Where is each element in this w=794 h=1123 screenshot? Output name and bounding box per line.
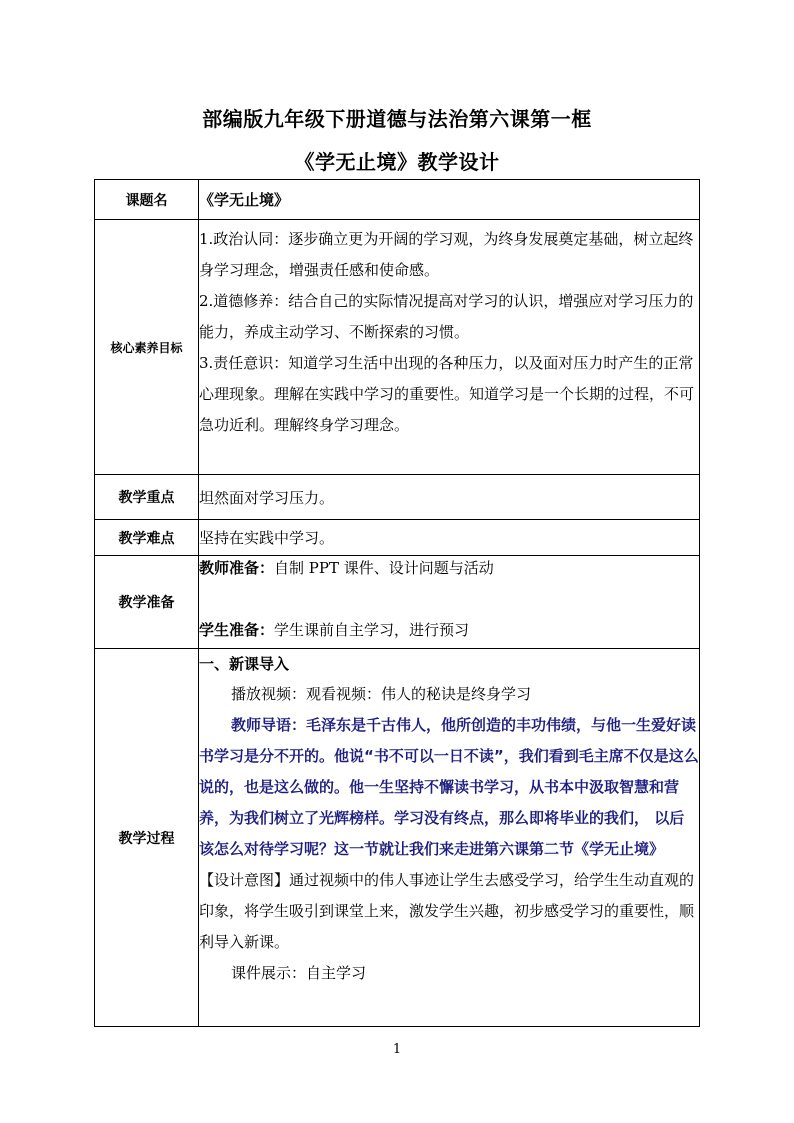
- key-point-label: 教学重点: [95, 475, 199, 520]
- section-heading: 一、新课导入: [199, 655, 290, 673]
- teacher-prep: [199, 553, 699, 584]
- topic-label: 课题名: [95, 180, 199, 220]
- preparation-content: [199, 556, 700, 649]
- table-row-process: [95, 649, 700, 1027]
- teacher-prep-label: 教师准备：: [199, 559, 275, 577]
- process-content: [199, 649, 700, 1027]
- topic-value: 《学无止境》: [199, 180, 700, 220]
- document-title: 部编版九年级下册道德与法治第六课第一框: [202, 107, 592, 131]
- table-row-topic: [95, 180, 700, 220]
- teacher-prep-value: 自制 PPT 课件、设计问题与活动: [274, 559, 494, 577]
- lesson-plan-table: [94, 179, 700, 1027]
- page-number: 1: [392, 1042, 402, 1057]
- difficulty-label: 教学难点: [95, 520, 199, 556]
- design-intent: 【设计意图】通过视频中的伟人事迹让学生去感受学习，给学生生动直观的印象，将学生吸引到课堂上来，激发学生兴趣，初步感受学习的重要性，顺利导入新课。: [199, 871, 695, 951]
- courseware-line: 课件展示：自主学习: [231, 964, 367, 982]
- teacher-intro: 教师导语：毛泽东是千古伟人，他所创造的丰功伟绩，与他一生爱好读书学习是分不开的。他说“书不可以一日不读”，我们看到毛主席不仅是这么说的，也是这么做的。他一生坚持不懈读书学习，从书本中汲取智慧和营养，为我们树立了光辉榜样。学习没有终点，那么即将毕业的我们， 以后该怎么对待学习呢？这一节就让我们来走进第六课第二节《学无止境》: [199, 716, 699, 858]
- process-label: 教学过程: [95, 649, 199, 1027]
- key-point-value: 坦然面对学习压力。: [199, 475, 700, 520]
- goal-item-1: 1.政治认同：逐步确立更为开阔的学习观，为终身发展奠定基础，树立起终身学习理念，增强责任感和使命感。: [199, 230, 694, 279]
- table-row-difficulty: [95, 520, 700, 556]
- table-row-key-point: [95, 475, 700, 520]
- goals-label: 核心素养目标: [95, 220, 199, 475]
- goals-content: [199, 220, 700, 475]
- difficulty-value: 坚持在实践中学习。: [199, 520, 700, 556]
- student-prep-value: 学生课前自主学习，进行预习: [274, 621, 470, 639]
- table-row-goals: [95, 220, 700, 475]
- document-subtitle: 《学无止境》教学设计: [294, 150, 500, 174]
- video-line: 播放视频：观看视频：伟人的秘诀是终身学习: [231, 685, 532, 703]
- student-prep: [199, 615, 699, 646]
- table-row-preparation: [95, 556, 700, 649]
- preparation-label: 教学准备: [95, 556, 199, 649]
- student-prep-label: 学生准备：: [199, 621, 275, 639]
- goal-item-3: 3.责任意识：知道学习生活中出现的各种压力，以及面对压力时产生的正常心理现象。理解在实践中学习的重要性。知道学习是一个长期的过程，不可急功近利。理解终身学习理念。: [199, 354, 695, 434]
- goal-item-2: 2.道德修养：结合自己的实际情况提高对学习的认识，增强应对学习压力的能力，养成主动学习、不断探索的习惯。: [199, 292, 694, 341]
